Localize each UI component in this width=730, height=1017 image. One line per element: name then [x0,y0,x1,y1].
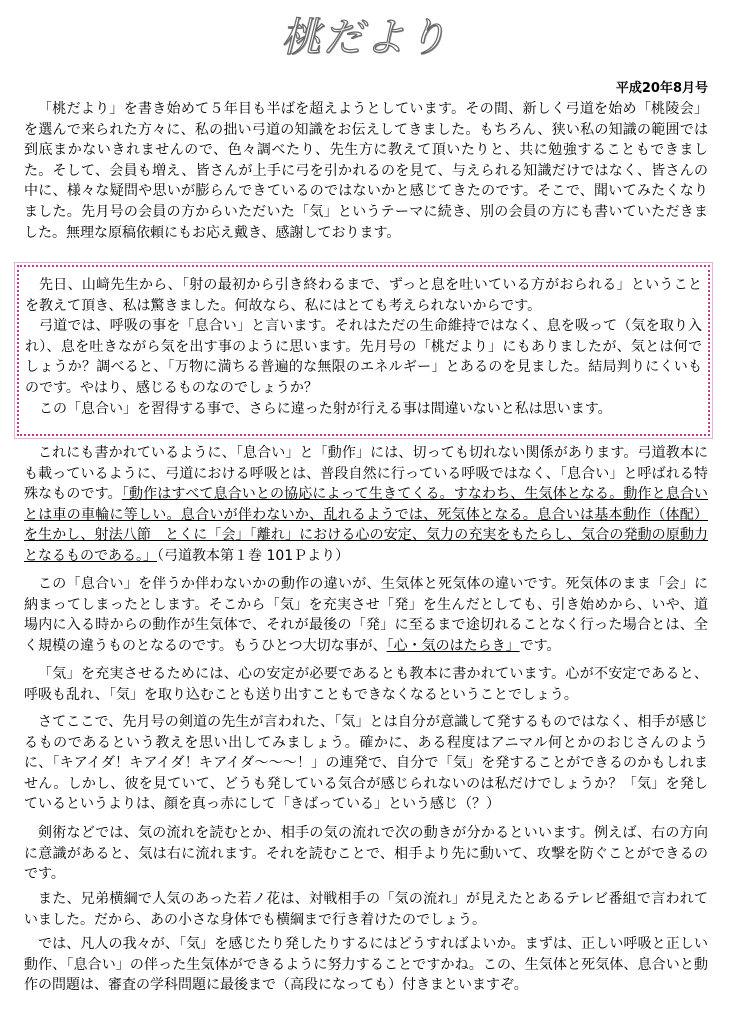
body-text: です。 [519,637,561,654]
issue-date: 平成20年8月号 [615,81,708,96]
key-phrase: 「心・気のはたらき」 [386,637,520,654]
body-paragraph-5: 剣術などでは、気の流れを読むとか、相手の気の流れで次の動きが分かるといいます。例えば、右の方向に意識があると、気は右に流れます。それを読むことで、相手より先に動いて、攻撃を防ぐことができるのです。 [24,825,708,883]
body-text: これにも書かれているように、「息合い」と「動作」には、切っても切れない関係があります。弓道教本にも載っているように、弓道における呼吸とは、普段自然に行っている呼吸ではなく、「息合い」と呼ばれる特殊なものです。 [24,445,708,503]
body-text: この「息合い」を伴うか伴わないかの動作の違いが、生気体と死気体の違いです。死気体のまま「会」に納まってしまったとします。そこから「気」を充実させ「発」を生んだとしても、引き始めから、いや、道場内に入る時からの動作が生気体で、それが最後の「発」に至るまで途切れることなく行った場合とは、全く規模の違うものとなるのです。もうひとつ大切な事が、 [24,576,708,654]
quote-source: （弓道教本第１巻 101Ｐより） [157,547,350,564]
body-paragraph-3: 「気」を充実させるためには、心の安定が必要であるとも教本に書かれています。心が不安定であると、呼吸も乱れ、「気」を取り込むことも送り出すこともできなくなるということでしょう。 [24,666,708,703]
body-paragraph-1 [24,443,708,567]
contribution-paragraph: 先日、山﨑先生から、「射の最初から引き終わるまで、ずっと息を吐いている方がおられる」ということを教えて頂き、私は驚きました。何故なら、私にはとても考えられないからです。 [25,277,702,314]
kyohon-quote: 「動作はすべて息合いとの協応によって生きてくる。すなわち、生気体となる。動作と息合いとは車の車輪に等しい。息合いが伴わないか、乱れるようでは、死気体となる。息合いは基本動作（体配）を生かし、射法八節 とくに「会」「離れ」における心の安定、気力の充実をもたらし、気合の発動の原動力となるものである。」 [24,486,708,564]
intro-paragraph: 「桃だより」を書き始めて５年目も半ばを超えようとしています。その間、新しく弓道を始め「桃陵会」を選んで来られた方々に、私の拙い弓道の知識をお伝えしてきました。もちろん、狭い私の知識の範囲では到底まかないきれませんので、色々調べたり、先生方に教えて頂いたりと、共に勉強することもできました。そして、会員も増え、皆さんが上手に弓を引かれるのを見て、与えられる知識だけではなく、皆さんの中に、様々な疑問や思いが膨らんできているのではないかと感じてきたのです。そこで、聞いてみたくなりました。先月号の会員の方からいただいた「気」というテーマに続き、別の会員の方にも書いていただきました。無理な原稿依頼にもお応え戴き、感謝しております。 [24,101,708,241]
body-paragraph-6: また、兄弟横綱で人気のあった若ノ花は、対戦相手の「気の流れ」が見えたとあるテレビ番組で言われていました。だから、あの小さな身体でも横綱まで行き着けたのでしょう。 [24,891,708,928]
body-paragraph-4: さてここで、先月号の剣道の先生が言われた、「気」とは自分が意識して発するものではなく、相手が感じるものであるという教えを思い出してみましょう。確かに、ある程度はアニマル何とかのおじさんのように、「キアイダ！キアイダ！キアイダ～～～！」の連発で、自分で「気」を発することができるのかもしれません。しかし、彼を見ていて、どうも発している気合が感じられないのは私だけでしょうか？「気」を発しているというよりは、顔を真っ赤にして「きばっている」という感じ（？） [24,714,708,813]
newsletter-title: 桃だより [281,15,449,61]
contribution-paragraph: この「息合い」を習得する事で、さらに違った射が行える事は間違いないと私は思います。 [39,400,612,417]
body-paragraph-2 [24,574,708,656]
contribution-paragraph: 弓道では、呼吸の事を「息合い」と言います。それはただの生命維持ではなく、息を吸って（気を取り入れ）、息を吐きながら気を出す事のように思います。先月号の「桃だより」にもありましたが、気とは何でしょうか？調べると、「万物に満ちる普遍的な無限のエネルギー」とあるのを見ました。結局判りにくいものです。やはり、感じるものなのでしょうか？ [25,318,702,396]
body-paragraph-7: では、凡人の我々が、「気」を感じたり発したりするにはどうすればよいか。まずは、正しい呼吸と正しい動作、「息合い」の伴った生気体ができるように努力することですかね。この、生気体と死気体、息合いと動作の問題は、審査の学科問題に最後まで（高段になっても）付きまといますぞ。 [24,936,708,994]
member-contribution-box [17,265,710,436]
